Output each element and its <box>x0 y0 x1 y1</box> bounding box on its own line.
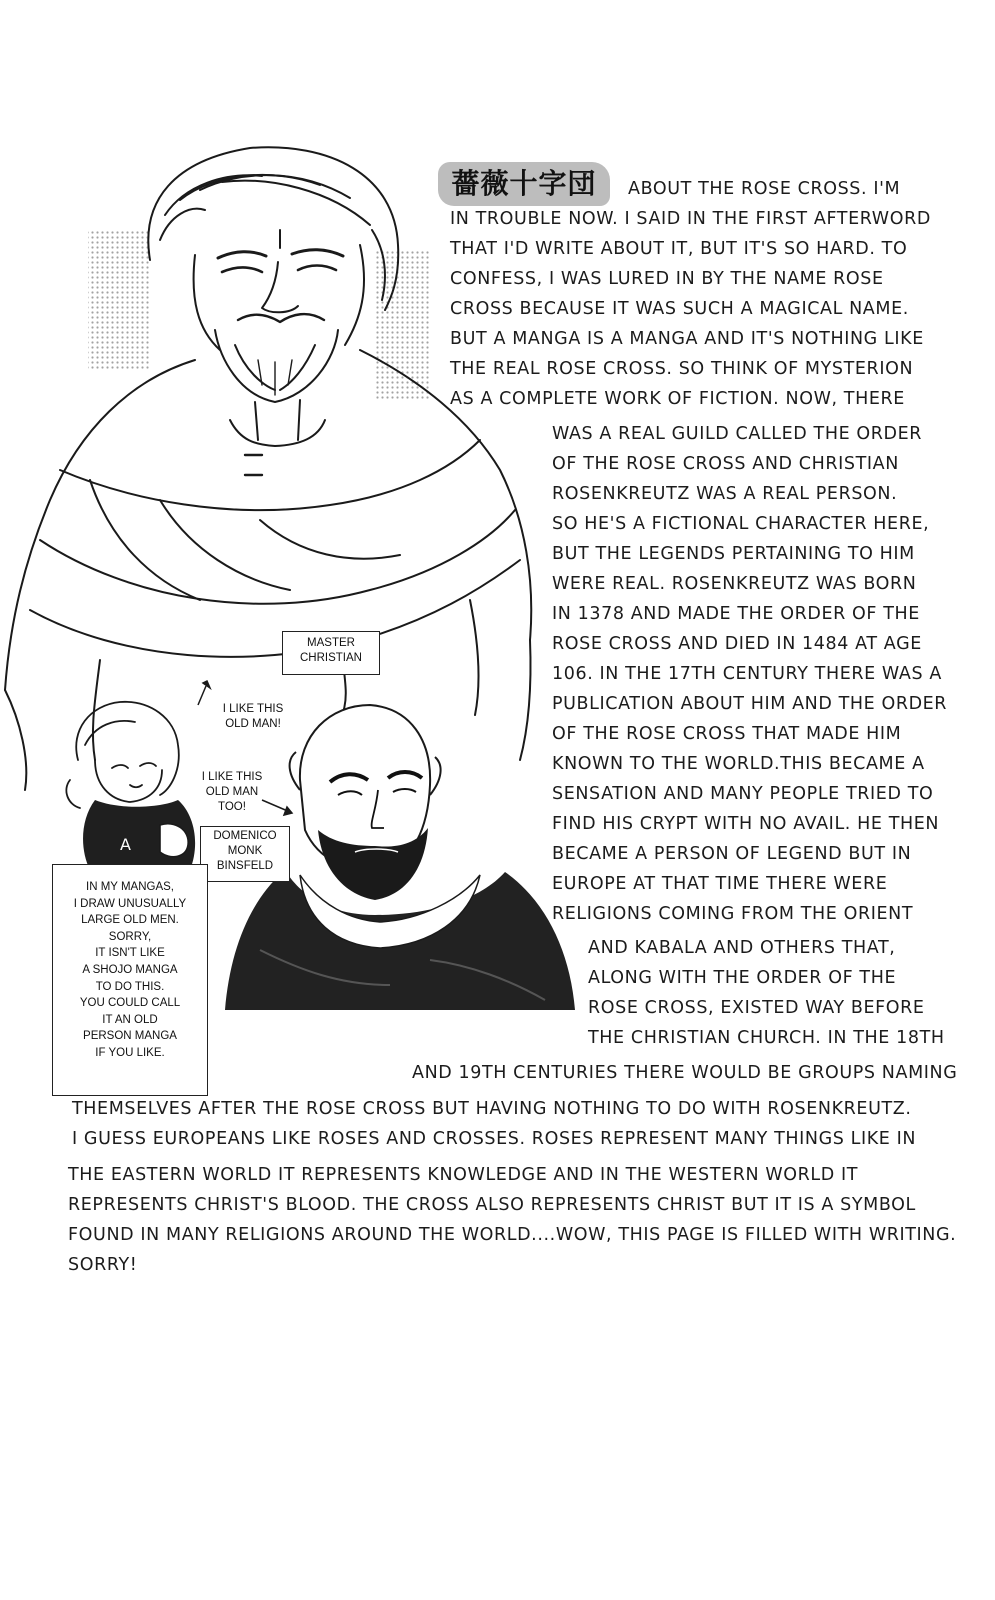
side-note-line: YOU COULD CALL <box>79 997 181 1010</box>
afterword-text-line: PUBLICATION ABOUT HIM AND THE ORDER <box>552 694 948 714</box>
afterword-text-line: CONFESS, I WAS LURED IN BY THE NAME ROSE <box>450 269 884 289</box>
afterword-text-line: CROSS BECAUSE IT WAS SUCH A MAGICAL NAME. <box>450 299 909 319</box>
speech-bubble-line: OLD MAN! <box>225 718 281 730</box>
afterword-text-line: WERE REAL. ROSENKREUTZ WAS BORN <box>552 574 917 594</box>
afterword-text-line: SO HE'S A FICTIONAL CHARACTER HERE, <box>552 514 930 534</box>
afterword-text-line: THAT I'D WRITE ABOUT IT, BUT IT'S SO HARD. TO <box>450 239 908 259</box>
afterword-text-line: BUT A MANGA IS A MANGA AND IT'S NOTHING LIKE <box>450 329 924 349</box>
afterword-text-line: ALONG WITH THE ORDER OF THE <box>588 968 897 988</box>
master-name-label <box>282 631 380 675</box>
side-note-box <box>52 864 208 1096</box>
afterword-text-line: AND KABALA AND OTHERS THAT, <box>588 938 896 958</box>
afterword-text-line: IN 1378 AND MADE THE ORDER OF THE <box>552 604 920 624</box>
afterword-text-line: THE CHRISTIAN CHURCH. IN THE 18TH <box>588 1028 945 1048</box>
sweater-letter: A <box>120 835 131 854</box>
afterword-text-line: WAS A REAL GUILD CALLED THE ORDER <box>552 424 923 444</box>
afterword-text-line: AS A COMPLETE WORK OF FICTION. NOW, THERE <box>450 389 905 409</box>
chibi-girl-figure <box>66 702 178 808</box>
monk-name-line: BINSFELD <box>216 860 274 872</box>
speech-bubble-1 <box>208 702 298 732</box>
afterword-text-line: OF THE ROSE CROSS AND CHRISTIAN <box>552 454 899 474</box>
afterword-text-line: AND 19TH CENTURIES THERE WOULD BE GROUPS NAMING <box>412 1063 958 1083</box>
side-note-line: TO DO THIS. <box>95 980 165 993</box>
side-note-line: SORRY, <box>108 930 152 943</box>
afterword-text-line: ROSENKREUTZ WAS A REAL PERSON. <box>552 484 898 504</box>
afterword-text-line: BUT THE LEGENDS PERTAINING TO HIM <box>552 544 915 564</box>
speech-bubble-line: TOO! <box>218 801 246 813</box>
side-note-line: LARGE OLD MEN. <box>81 914 179 927</box>
side-note-line: IT AN OLD <box>102 1013 158 1026</box>
master-name-line: CHRISTIAN <box>300 652 362 664</box>
side-note-line: IT ISN'T LIKE <box>95 947 165 960</box>
master-name-line: MASTER <box>307 637 355 649</box>
afterword-text-line: SENSATION AND MANY PEOPLE TRIED TO <box>552 784 934 804</box>
afterword-text-line: 106. IN THE 17TH CENTURY THERE WAS A <box>552 664 942 684</box>
speech-bubble-line: OLD MAN <box>205 786 259 798</box>
title-kanji: 薔薇十字団 <box>438 162 610 206</box>
afterword-text-line: KNOWN TO THE WORLD.THIS BECAME A <box>552 754 925 774</box>
side-note-line: I DRAW UNUSUALLY <box>73 897 187 910</box>
side-note-line: PERSON MANGA <box>83 1030 177 1043</box>
afterword-text-line: IN TROUBLE NOW. I SAID IN THE FIRST AFTERWORD <box>450 209 931 229</box>
afterword-text-line: I GUESS EUROPEANS LIKE ROSES AND CROSSES. ROSES REPRESENT MANY THINGS LIKE IN <box>72 1129 917 1149</box>
speech-bubble-2 <box>190 770 274 815</box>
side-note-line: IN MY MANGAS, <box>86 881 174 893</box>
afterword-text-line: THE EASTERN WORLD IT REPRESENTS KNOWLEDGE AND IN THE WESTERN WORLD IT <box>68 1165 859 1185</box>
speech-bubble-line: I LIKE THIS <box>201 771 263 783</box>
afterword-text-line: FIND HIS CRYPT WITH NO AVAIL. HE THEN <box>552 814 940 834</box>
speech-bubble-line: I LIKE THIS <box>222 703 284 715</box>
afterword-text-line: BECAME A PERSON OF LEGEND BUT IN <box>552 844 912 864</box>
monk-name-label <box>200 826 290 882</box>
afterword-text-line: RELIGIONS COMING FROM THE ORIENT <box>552 904 914 924</box>
afterword-text-line: OF THE ROSE CROSS THAT MADE HIM <box>552 724 902 744</box>
side-note-line: IF YOU LIKE. <box>95 1046 165 1059</box>
afterword-text-line: THE REAL ROSE CROSS. SO THINK OF MYSTERION <box>450 359 914 379</box>
afterword-text-line: FOUND IN MANY RELIGIONS AROUND THE WORLD....WOW, THIS PAGE IS FILLED WITH WRITING. <box>68 1225 957 1245</box>
afterword-text-line: THEMSELVES AFTER THE ROSE CROSS BUT HAVING NOTHING TO DO WITH ROSENKREUTZ. <box>72 1099 912 1119</box>
afterword-text-line: SORRY! <box>68 1255 138 1275</box>
afterword-text-line: ABOUT THE ROSE CROSS. I'M <box>628 179 901 199</box>
afterword-text-line: ROSE CROSS, EXISTED WAY BEFORE <box>588 998 925 1018</box>
afterword-text-line: ROSE CROSS AND DIED IN 1484 AT AGE <box>552 634 922 654</box>
afterword-text-line: EUROPE AT THAT TIME THERE WERE <box>552 874 888 894</box>
side-note-line: A SHOJO MANGA <box>82 963 178 976</box>
monk-name-line: MONK <box>227 845 263 857</box>
afterword-text-line: REPRESENTS CHRIST'S BLOOD. THE CROSS ALSO REPRESENTS CHRIST BUT IT IS A SYMBOL <box>68 1195 916 1215</box>
monk-name-line: DOMENICO <box>213 830 277 842</box>
